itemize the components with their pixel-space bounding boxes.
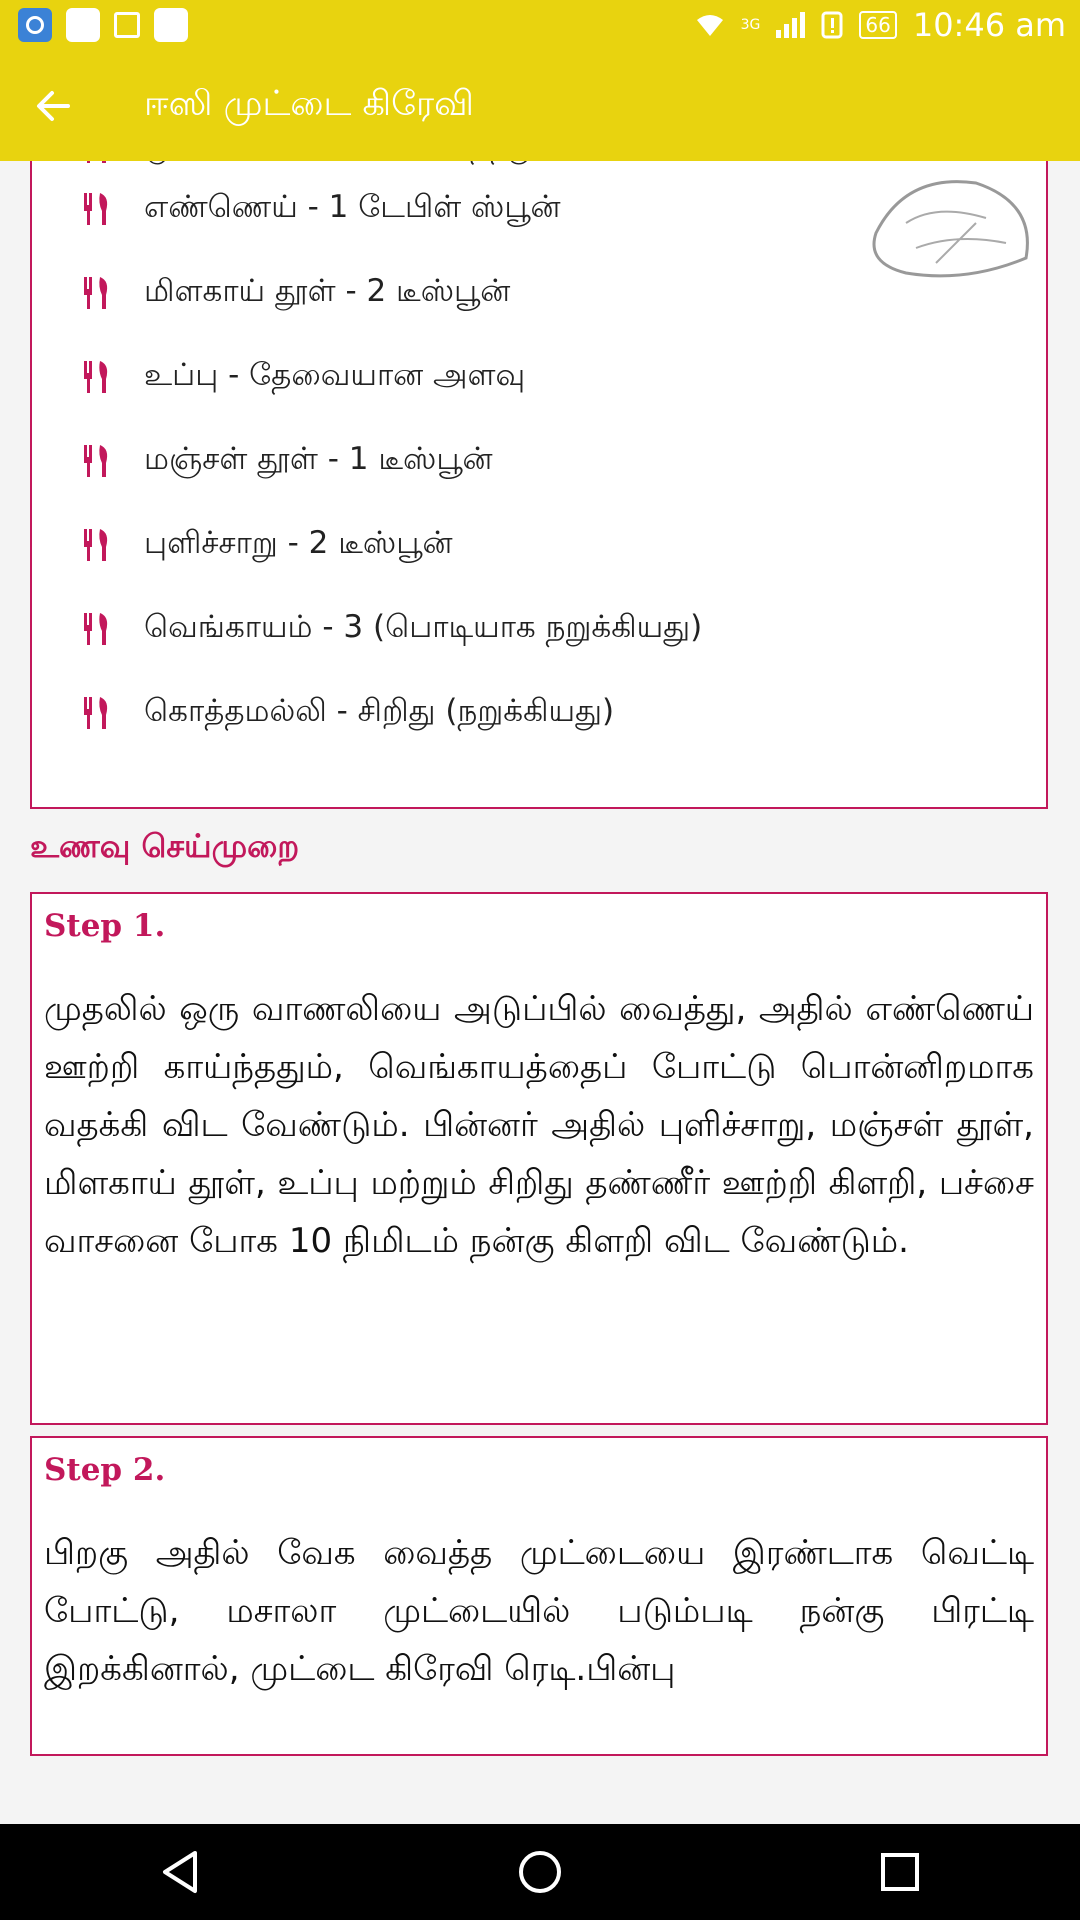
list-item xyxy=(82,599,702,659)
fork-knife-icon xyxy=(82,611,112,647)
system-nav-bar xyxy=(0,1824,1080,1920)
step-label: Step 2. xyxy=(44,1452,166,1488)
wifi-icon xyxy=(695,12,725,38)
recipe-content[interactable] xyxy=(0,161,1080,1711)
ingredient-text: எண்ணெய் - 1 டேபிள் ஸ்பூன் xyxy=(144,189,561,225)
shareit-notification-icon xyxy=(18,8,52,42)
step-card xyxy=(30,892,1048,1425)
ingredient-text: கொத்தமல்லி - சிறிது (நறுக்கியது) xyxy=(144,693,615,729)
nav-home-button[interactable] xyxy=(510,1842,570,1902)
list-item xyxy=(82,263,510,323)
ingredient-text: உப்பு - தேவையான அளவு xyxy=(144,357,526,393)
page-title: ஈஸி முட்டை கிரேவி xyxy=(144,83,474,124)
fork-knife-icon xyxy=(82,191,112,227)
square-recents-icon xyxy=(875,1847,925,1897)
egg-illustration xyxy=(846,163,1046,283)
ingredient-text: மிளகாய் தூள் - 2 டீஸ்பூன் xyxy=(144,273,511,309)
arrow-left-icon xyxy=(32,86,72,126)
gallery-notification-icon xyxy=(114,12,140,38)
triangle-back-icon xyxy=(155,1847,205,1897)
back-button[interactable] xyxy=(32,81,82,131)
list-item xyxy=(82,683,614,743)
status-bar xyxy=(0,0,1080,50)
network-type: 3G xyxy=(740,17,761,33)
ingredient-text: புளிச்சாறு - 2 டீஸ்பூன் xyxy=(144,525,453,561)
ingredient-text: மஞ்சள் தூள் - 1 டீஸ்பூன் xyxy=(144,441,493,477)
step-label: Step 1. xyxy=(44,908,166,944)
battery-icon: 66 xyxy=(859,11,896,39)
fork-knife-icon xyxy=(82,443,112,479)
notification-icon xyxy=(154,8,188,42)
circle-home-icon xyxy=(515,1847,565,1897)
ingredients-card xyxy=(30,121,1048,809)
fork-knife-icon xyxy=(82,275,112,311)
step-card xyxy=(30,1436,1048,1756)
list-item xyxy=(82,347,525,407)
clock: 10:46 am xyxy=(912,6,1066,44)
fork-knife-icon xyxy=(82,527,112,563)
notification-icon xyxy=(66,8,100,42)
list-item xyxy=(82,179,561,239)
fork-knife-icon xyxy=(82,695,112,731)
nav-recents-button[interactable] xyxy=(870,1842,930,1902)
ingredient-text: வெங்காயம் - 3 (பொடியாக நறுக்கியது) xyxy=(144,609,703,645)
step-text: முதலில் ஒரு வாணலியை அடுப்பில் வைத்து, அதில் எண்ணெய் ஊற்றி காய்ந்ததும், வெங்காயத்தைப் போட்டு பொன்னிறமாக வதக்கி விட வேண்டும். பின்னர் அதில் புளிச்சாறு, மஞ்சள் தூள், மிளகாய் தூள், உப்பு மற்றும் சிறிது தண்ணீர் ஊற்றி கிளறி, பச்சை வாசனை போக 10 நிமிடம் நன்கு கிளறி விட வேண்டும். xyxy=(44,989,1034,1261)
list-item xyxy=(82,515,453,575)
method-heading: உணவு செய்முறை xyxy=(30,827,300,865)
fork-knife-icon xyxy=(82,359,112,395)
app-bar xyxy=(0,50,1080,161)
list-item xyxy=(82,431,493,491)
nav-back-button[interactable] xyxy=(150,1842,210,1902)
step-text: பிறகு அதில் வேக வைத்த முட்டையை இரண்டாக வெட்டி போட்டு, மசாலா முட்டையில் படும்படி நன்கு பிரட்டி இறக்கினால், முட்டை கிரேவி ரெடி.பின்பு xyxy=(44,1533,1034,1689)
signal-icon xyxy=(776,12,805,38)
sim-alert-icon xyxy=(821,11,843,39)
